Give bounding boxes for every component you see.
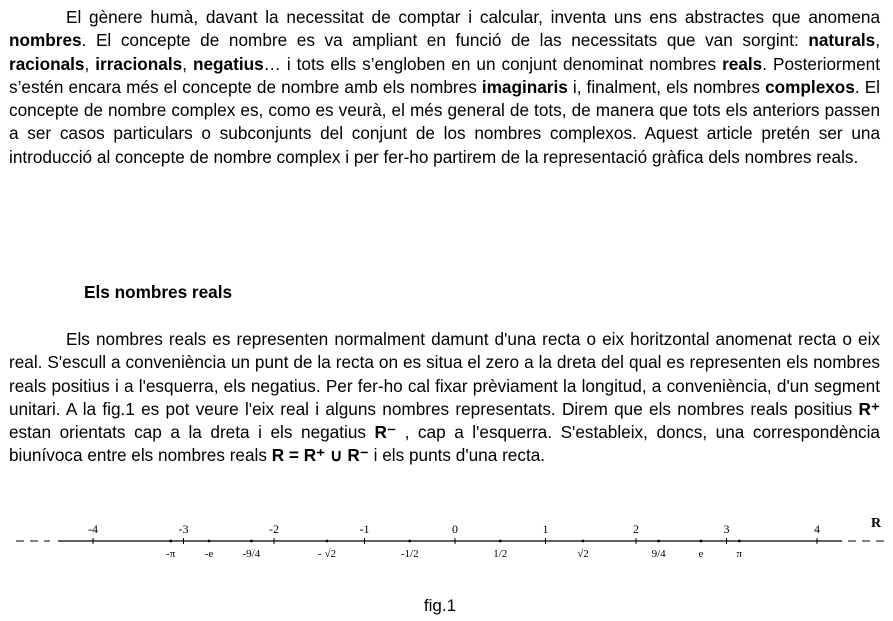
special-point-label: e xyxy=(698,548,704,560)
text-run: , xyxy=(182,53,193,74)
special-point xyxy=(408,540,411,543)
special-point-label: - √2 xyxy=(318,548,336,560)
special-point xyxy=(657,540,660,543)
integer-label: -4 xyxy=(88,522,98,536)
real-number-line-figure xyxy=(0,512,893,572)
special-point-label: √2 xyxy=(577,548,589,560)
special-point-label: -e xyxy=(204,548,214,560)
special-point xyxy=(208,540,211,543)
bold-term: nombres xyxy=(9,30,82,51)
bold-term: naturals xyxy=(808,30,876,51)
special-point xyxy=(169,540,172,543)
bold-term: complexos xyxy=(765,76,855,97)
text-run: i, finalment, els nombres xyxy=(567,76,766,97)
text-run: , xyxy=(84,53,96,74)
text-run: Els nombres reals es representen normalment damunt d'una recta o eix horitzontal anomenat recta o eix real. S'escull a conveniència un punt de la recta on es situa el zero a la dreta del qual es representen els nombres reals positius i a l'esquerra, els negatius. Per fer-ho cal fixar prèviament la longitud, a conveniència, d'un segment unitari. A la fig.1 es pot veure l'eix real i alguns nombres representats. Direm que els nombres reals positius xyxy=(9,329,880,419)
text-run: … i tots ells s’engloben en un conjunt denominat nombres xyxy=(263,53,723,74)
section-heading: Els nombres reals xyxy=(84,282,233,302)
special-point xyxy=(250,540,253,543)
bold-term: R xyxy=(374,422,387,443)
bold-term: ⁺ xyxy=(870,398,880,419)
integer-label: 4 xyxy=(814,522,820,536)
integer-label: -3 xyxy=(178,522,189,536)
intro-paragraph xyxy=(9,6,880,169)
text-run: El gènere humà, davant la necessitat de comptar i calcular, inventa uns ens abstractes que anomena xyxy=(66,7,880,27)
integer-label: 0 xyxy=(452,522,458,536)
integer-label: 1 xyxy=(542,522,549,536)
bold-term: imaginaris xyxy=(481,76,568,97)
integer-label: 3 xyxy=(723,522,730,536)
special-point-label: π xyxy=(736,548,743,560)
special-point xyxy=(700,540,703,543)
text-run: . Posteriorment s’estén encara més el concepte de nombre amb els nombres xyxy=(9,53,880,97)
integer-label: -1 xyxy=(359,522,370,536)
special-point xyxy=(738,540,741,543)
bold-term: R = R⁺ ∪ R⁻ xyxy=(271,445,369,466)
special-point-label: -9/4 xyxy=(242,548,261,560)
text-run: . El concepte de nombre es va ampliant en funció de las necessitats que van sorgint: xyxy=(81,30,809,51)
real-numbers-paragraph xyxy=(9,328,880,468)
text-run: , cap a l'esquerra. S'estableix, doncs, una correspondència biunívoca entre els nombres reals xyxy=(9,422,880,466)
text-run: . El concepte de nombre complex es, como es veurà, el més general de tots, de manera que tots els anteriors passen a ser casos particulars o subconjunts del conjunt de los nombres complexos. Aquest article pretén ser una introducció al concepte de nombre complex i per fer-ho partirem de la representació gràfica dels nombres reals. xyxy=(9,76,880,167)
special-point-label: -1/2 xyxy=(400,548,419,560)
text-run: , xyxy=(875,30,880,51)
special-point-label: 1/2 xyxy=(493,548,508,560)
bold-term: irracionals xyxy=(95,53,183,74)
bold-term: reals xyxy=(722,53,763,74)
figure-caption: fig.1 xyxy=(423,596,457,615)
integer-label: -2 xyxy=(269,522,279,536)
axis-label: R xyxy=(871,516,882,531)
special-point-label: 9/4 xyxy=(651,548,666,560)
special-point xyxy=(499,540,502,543)
bold-term: ⁻ xyxy=(386,422,397,443)
bold-term: negatius xyxy=(192,53,264,74)
bold-term: R xyxy=(858,398,871,419)
text-run: i els punts d'una recta. xyxy=(368,445,546,466)
bold-term: racionals xyxy=(9,53,85,74)
special-point xyxy=(582,540,585,543)
integer-label: 2 xyxy=(633,522,639,536)
special-point-label: -π xyxy=(166,548,176,560)
special-point xyxy=(326,540,329,543)
text-run: estan orientats cap a la dreta i els negatius xyxy=(9,422,375,443)
